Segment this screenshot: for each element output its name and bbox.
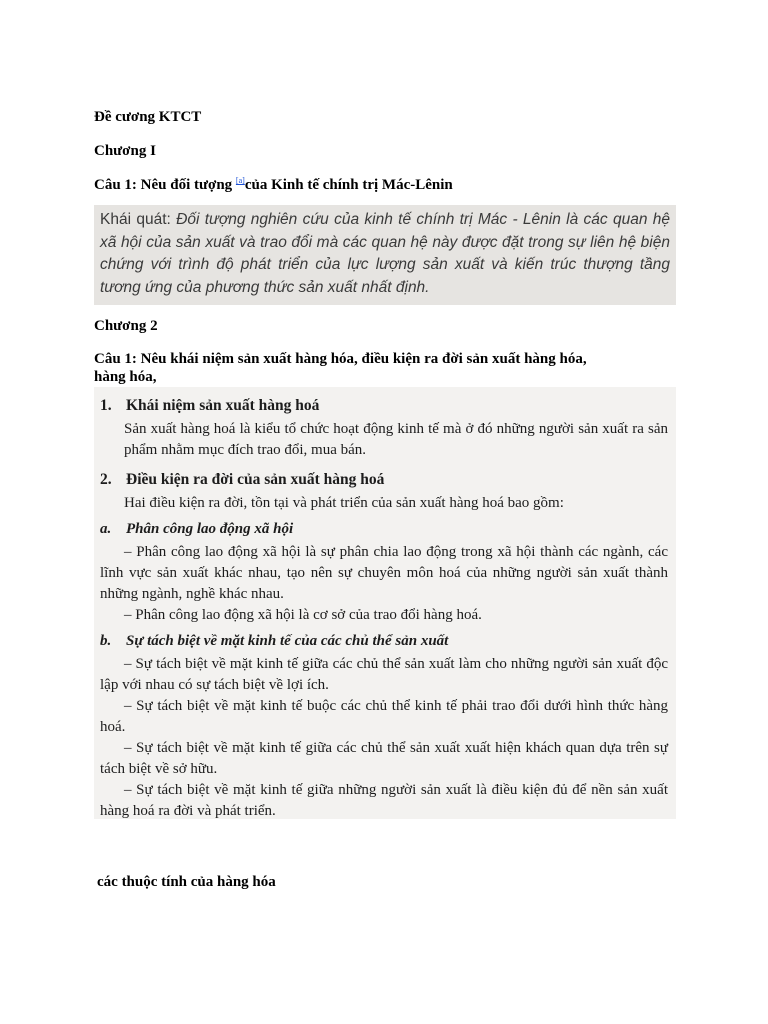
commodity-attributes-heading: các thuộc tính của hàng hóa: [97, 874, 276, 890]
summary-lead: Khái quát:: [100, 211, 177, 228]
subsection-b-number: b.: [100, 633, 112, 649]
subsection-b-point-1: – Sự tách biệt về mặt kinh tế giữa các chủ thể sản xuất làm cho những người sản xuất độc lập với nhau có sự tách biệt về lợi ích.: [100, 656, 668, 693]
section-2-number: 2.: [100, 471, 112, 488]
chapter-2-heading: Chương 2: [94, 318, 158, 334]
question-2-heading-line1: Câu 1: Nêu khái niệm sản xuất hàng hóa, điều kiện ra đời sản xuất hàng hóa,: [94, 351, 587, 367]
question-1-heading: [94, 176, 453, 194]
section-1-title: Khái niệm sản xuất hàng hoá: [126, 397, 320, 414]
section-2-heading: [100, 471, 668, 489]
scanned-summary-text: [100, 209, 670, 299]
subsection-b-point-3: – Sự tách biệt về mặt kinh tế giữa các chủ thể sản xuất xuất hiện khách quan dựa trên sự tách biệt về sở hữu.: [100, 740, 668, 777]
section-2-title: Điều kiện ra đời của sản xuất hàng hoá: [126, 471, 385, 488]
question-1-prefix: Câu 1: Nêu đối tượng: [94, 177, 236, 193]
subsection-a-number: a.: [100, 521, 112, 537]
scanned-summary-image: [94, 205, 676, 305]
footnote-link[interactable]: [a]: [235, 176, 245, 185]
chapter-1-heading: Chương I: [94, 143, 156, 159]
subsection-b-point-4: – Sự tách biệt về mặt kinh tế giữa những người sản xuất là điều kiện đủ để nền sản xuất hàng hoá ra đời và phát triển.: [100, 782, 668, 819]
scanned-commodity-production-image: [94, 387, 676, 819]
section-1-heading: [100, 397, 668, 415]
subsection-a-point-1: – Phân công lao động xã hội là sự phân chia lao động trong xã hội thành các ngành, các lĩnh vực sản xuất khác nhau, tạo nên sự chuyên môn hoá của những người sản xuất thành những ngành, nghề khác nhau.: [100, 544, 668, 602]
question-2-heading-line2: hàng hóa,: [94, 369, 157, 385]
question-1-suffix: của Kinh tế chính trị Mác-Lênin: [244, 177, 453, 193]
section-1-paragraph: Sản xuất hàng hoá là kiểu tổ chức hoạt động kinh tế mà ở đó những người sản xuất ra sản phẩm nhằm mục đích trao đổi, mua bán.: [124, 421, 668, 458]
subsection-a-heading: [100, 521, 668, 538]
subsection-b-point-2: – Sự tách biệt về mặt kinh tế buộc các chủ thể kinh tế phải trao đổi dưới hình thức hàng hoá.: [100, 698, 668, 735]
summary-body: Đối tượng nghiên cứu của kinh tế chính trị Mác - Lênin là các quan hệ xã hội của sản xuất và trao đổi mà các quan hệ này được đặt trong sự liên hệ biện chứng với trình độ phát triển của lực lượng sản xuất và kiến trúc thượng tầng tương ứng của phương thức sản xuất nhất định.: [100, 211, 670, 296]
section-2-paragraph: Hai điều kiện ra đời, tồn tại và phát triển của sản xuất hàng hoá bao gồm:: [124, 495, 564, 511]
subsection-a-title: Phân công lao động xã hội: [126, 521, 294, 537]
subsection-b-heading: [100, 633, 668, 650]
subsection-a-point-2: – Phân công lao động xã hội là cơ sở của trao đổi hàng hoá.: [124, 607, 482, 623]
document-title: Đề cương KTCT: [94, 109, 202, 125]
subsection-b-title: Sự tách biệt về mặt kinh tế của các chủ thể sản xuất: [126, 633, 449, 649]
section-1-number: 1.: [100, 397, 112, 414]
